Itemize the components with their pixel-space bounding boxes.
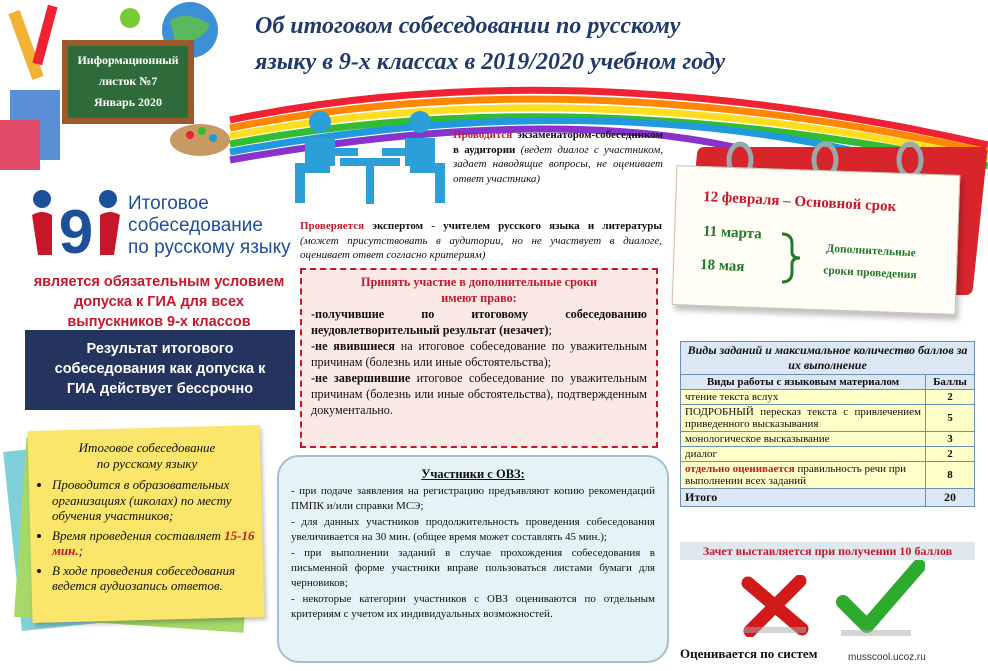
extra-item-1-a: -получившие по итоговому собеседованию [311, 307, 647, 321]
ovz-box [277, 455, 669, 663]
scores-table [680, 341, 975, 507]
calendar-note [807, 237, 934, 287]
checked-text [300, 219, 662, 263]
extra-heading-1: Принять участие в дополнительные сроки [360, 275, 598, 289]
calendar-main-date: 12 февраля – Основной срок [702, 188, 897, 216]
table-special-red: отдельно оценивается [685, 463, 795, 475]
condition-line-2: допуска к ГИА для всех [74, 294, 244, 310]
info-board [62, 40, 194, 124]
extra-item-1-c: ; [548, 323, 552, 337]
result-line-1: Результат итогового [86, 341, 234, 357]
board-line-3: Январь 2020 [93, 95, 163, 109]
board-line-2: листок №7 [98, 74, 158, 88]
title-line-1: Об итоговом собеседовании по русскому [255, 13, 681, 39]
page-title [255, 8, 855, 80]
sticky-heading-1: Итоговое собеседование [78, 440, 216, 455]
extra-dates-box [300, 268, 658, 448]
ovz-item-3: - при выполнении заданий в случае прохождения собеседования в письменной форме участники вправе пользоваться листами бумаги для черновиков; [291, 547, 655, 589]
extra-item-1 [311, 306, 647, 338]
table-row-points: 5 [926, 405, 975, 432]
extra-item-2-b: на итоговое собеседование по уважительным причинам (болезнь или иные обстоятельства); [311, 339, 647, 369]
calendar-note-1: Дополнительные [826, 242, 917, 260]
checked-label: Проверяется [300, 220, 365, 232]
conducted-label: Проводится [453, 129, 513, 141]
sticky-item-2-end: ; [78, 543, 83, 558]
table-row-points: 2 [926, 447, 975, 462]
table-row [681, 432, 975, 447]
table-row-label: ПОДРОБНЫЙ пересказ текста с привлечением приведенного высказывания [681, 405, 926, 432]
sticky-item-2-text: Время проведения составляет [52, 527, 221, 543]
table-special-rest: правильность речи при выполнении всех заданий [685, 463, 907, 487]
extra-item-3-b: итоговое собеседование по уважительным причинам (болезнь или иные обстоятельства), подтвержденным документально. [311, 371, 647, 417]
result-line-3: ГИА действует бессрочно [66, 381, 254, 397]
ovz-item-2: - для данных участников продолжительность проведения собеседования увеличивается на 30 мин. (общее время может составлять 45 мин.); [291, 516, 655, 543]
table-total-points: 20 [926, 489, 975, 507]
interview-icon [290, 108, 450, 208]
extra-item-3 [311, 370, 647, 418]
checked-bold: экспертом - учителем русского языка и литературы [372, 220, 662, 232]
result-validity-box [25, 330, 295, 410]
extra-item-2-a: -не явившиеся [311, 339, 395, 353]
table-title: Виды заданий и максимальное количество баллов за их выполнение [681, 342, 975, 375]
table-row [681, 405, 975, 432]
sticky-heading [38, 440, 256, 471]
pass-condition: Зачет выставляется при получении 10 баллов [680, 542, 975, 560]
extra-item-1-b: неудовлетворительный результат (незачет) [311, 323, 549, 337]
ovz-item-1: - при подаче заявления на регистрацию предъявляют копию рекомендаций ПМПК и/или справки МСЭ; [291, 485, 655, 512]
extra-heading [311, 274, 647, 306]
logo-line-2: собеседование [128, 215, 263, 236]
calendar-date-1: 11 марта [702, 223, 763, 243]
title-line-2: языку в 9-х классах в 2019/2020 учебном году [255, 49, 726, 75]
sticky-item-3: • В ходе проведения собеседования ведется аудиозапись ответов. [52, 563, 256, 594]
board-line-1: Информационный [77, 53, 179, 67]
sticky-item-2 [52, 528, 256, 559]
table-header-row [681, 375, 975, 390]
calendar-date-2: 18 мая [699, 256, 745, 276]
table-row [681, 390, 975, 405]
table-special-points: 8 [926, 462, 975, 489]
table-row-label: чтение текста вслух [681, 390, 926, 405]
ovz-heading: Участники с ОВЗ: [421, 467, 525, 481]
table-col-points: Баллы [926, 375, 975, 390]
table-row-special [681, 462, 975, 489]
table-special-label [681, 462, 926, 489]
condition-line-1: является обязательным условием [33, 274, 285, 290]
sticky-item-1: • Проводится в образовательных организациях (школах) по месту обучения участников; [52, 477, 256, 524]
table-total-label: Итого [681, 489, 926, 507]
extra-item-3-a: -не завершившие [311, 371, 411, 385]
conducted-bold: экзаменатором-собеседником в аудитории [453, 129, 663, 156]
logo-text [128, 193, 291, 259]
table-row-points: 2 [926, 390, 975, 405]
logo-line-3: по русскому языку [128, 237, 291, 258]
conducted-italic: (ведет диалог с участником, задает наводящие вопросы, не оценивает ответ участника) [453, 143, 663, 185]
admission-condition [25, 272, 293, 332]
checked-italic: (может присутствовать в аудитории, но не участвует в диалоге, оценивает ответ согласно критериям) [300, 234, 662, 261]
result-line-2: собеседования как допуска к [54, 361, 266, 377]
table-col-work: Виды работы с языковым материалом [681, 375, 926, 390]
extra-item-2 [311, 338, 647, 370]
extra-heading-2: имеют право: [441, 291, 517, 305]
site-watermark: musscool.ucoz.ru [848, 652, 926, 663]
table-title-row [681, 342, 975, 375]
sticky-list [38, 477, 256, 594]
table-total-row [681, 489, 975, 507]
table-row-label: диалог [681, 447, 926, 462]
table-row-points: 3 [926, 432, 975, 447]
calendar-brace-icon [778, 232, 804, 284]
sticky-duration: 15-16 мин. [52, 527, 255, 558]
logo-digit: 9 [58, 198, 94, 265]
logo [28, 185, 298, 265]
ovz-item-4: - некоторые категории участников с ОВЗ оцениваются по отдельным критериям с учетом их индивидуальных возможностей. [291, 593, 655, 620]
conducted-text [453, 128, 663, 186]
table-row-label: монологическое высказывание [681, 432, 926, 447]
calendar-note-2: сроки проведения [822, 264, 917, 282]
condition-line-3: выпускников 9-х классов [67, 314, 251, 330]
cross-icon [740, 575, 810, 637]
sticky-note-content [38, 440, 256, 598]
logo-nine-icon [28, 185, 124, 265]
sticky-heading-2: по русскому языку [96, 455, 198, 471]
table-row [681, 447, 975, 462]
footer-text: Оценивается по систем [680, 646, 818, 661]
logo-line-1: Итоговое [128, 193, 209, 214]
check-icon [835, 560, 925, 640]
